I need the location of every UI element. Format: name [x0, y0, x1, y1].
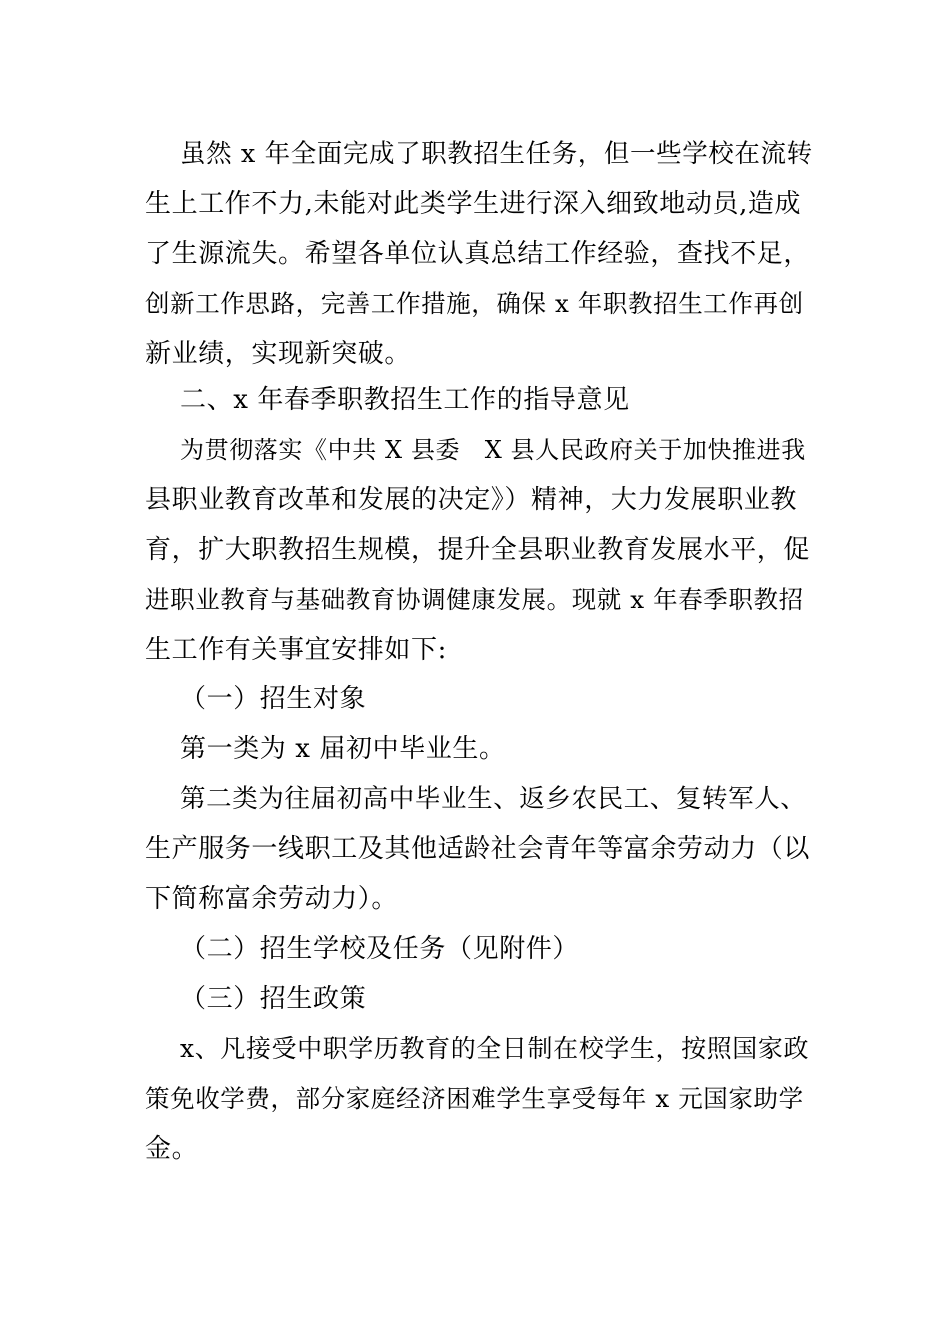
paragraph-line: 了生源流失。希望各单位认真总结工作经验，查找不足，	[145, 239, 811, 269]
paragraph-line: 策免收学费，部分家庭经济困难学生享受每年 x 元国家助学	[145, 1084, 804, 1113]
paragraph-line: 创新工作思路，完善工作措施，确保 x 年职教招生工作再创	[145, 289, 804, 318]
paragraph-line: 新业绩，实现新突破。	[145, 339, 412, 369]
paragraph-line: 第二类为往届初高中毕业生、返乡农民工、复转军人、	[180, 784, 807, 814]
paragraph-line: 第一类为 x 届初中毕业生。	[180, 734, 506, 764]
subsection-heading: （二）招生学校及任务（见附件）	[180, 934, 580, 964]
paragraph-line: 育，扩大职教招生规模，提升全县职业教育发展水平，促	[145, 535, 811, 565]
subsection-heading: （三）招生政策	[180, 984, 367, 1014]
paragraph-line: 生产服务一线职工及其他适龄社会青年等富余劳动力（以	[145, 834, 811, 864]
paragraph-line: 虽然 x 年全面完成了职教招生任务，但一些学校在流转	[180, 139, 813, 169]
paragraph-line: 生工作有关事宜安排如下:	[145, 635, 447, 665]
subsection-heading: （一）招生对象	[180, 684, 367, 714]
paragraph-line: 生上工作不力,未能对此类学生进行深入细致地动员,造成	[145, 189, 802, 219]
paragraph-line: 下简称富余劳动力）。	[145, 884, 399, 914]
section-heading: 二、x 年春季职教招生工作的指导意见	[180, 385, 630, 415]
paragraph-line: 金。	[145, 1134, 199, 1164]
paragraph-line: 进职业教育与基础教育协调健康发展。现就 x 年春季职教招	[145, 585, 804, 614]
paragraph-line: 县职业教育改革和发展的决定》）精神，大力发展职业教	[145, 485, 798, 515]
paragraph-line: x、凡接受中职学历教育的全日制在校学生，按照国家政	[180, 1034, 810, 1063]
paragraph-line: 为贯彻落实《中共 X 县委 X 县人民政府关于加快推进我	[180, 436, 806, 464]
